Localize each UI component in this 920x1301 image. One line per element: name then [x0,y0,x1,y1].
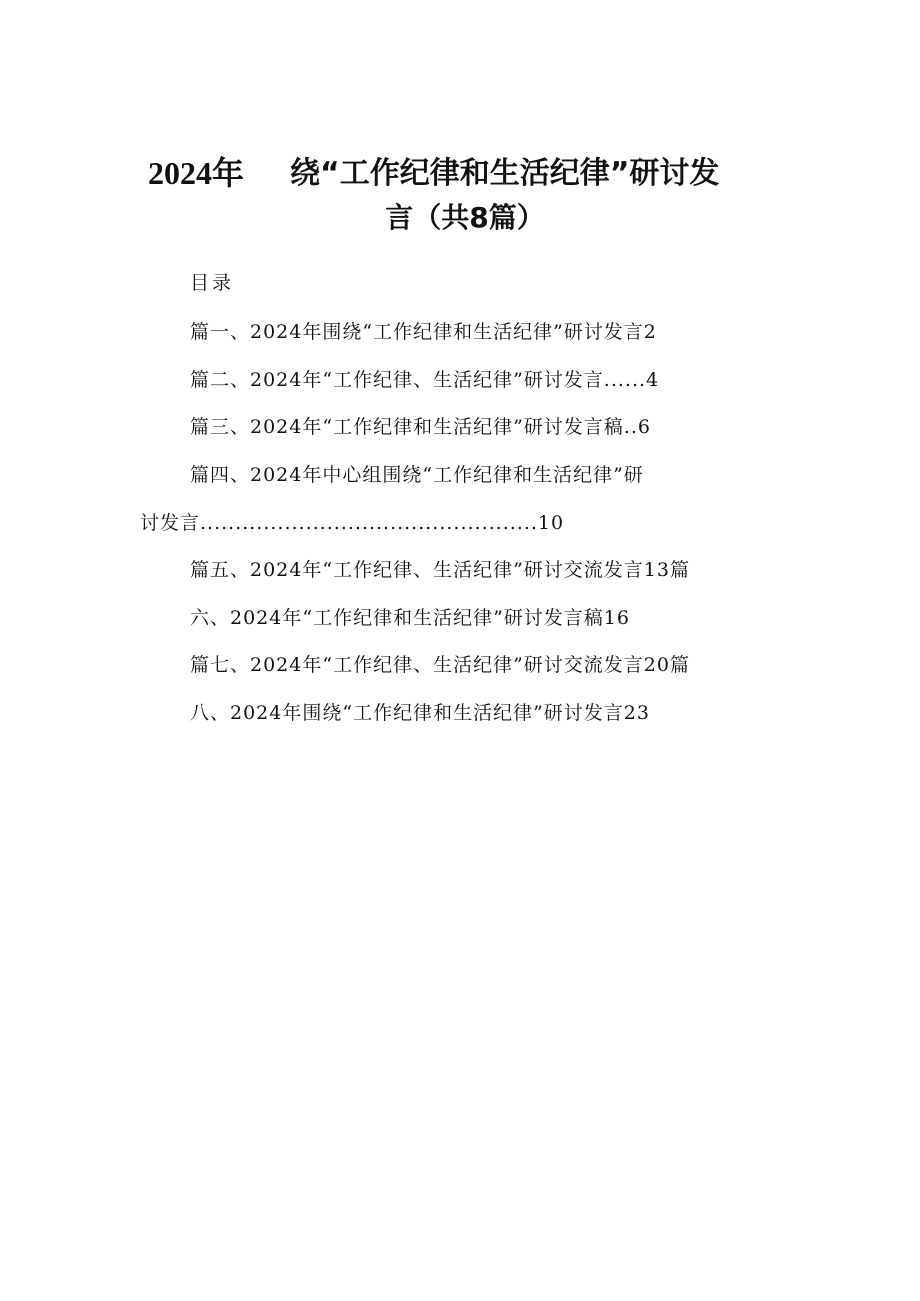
toc-heading: 目录 [190,272,235,294]
toc-entry-3[interactable]: 篇三、2024年“工作纪律和生活纪律”研讨发言稿..6 [190,416,651,438]
toc-entry-5[interactable]: 篇五、2024年“工作纪律、生活纪律”研讨交流发言13篇 [190,559,690,581]
toc-entry-4[interactable]: 篇四、2024年中心组围绕“工作纪律和生活纪律”研 [190,464,644,486]
toc-entry-4-continued[interactable]: 讨发言................................................10 [140,512,565,534]
title-text: 绕“工作纪律和生活纪律”研讨发 [290,156,720,191]
toc-entry-1[interactable]: 篇一、2024年围绕“工作纪律和生活纪律”研讨发言2 [190,321,657,343]
title-year: 2024年 [148,155,245,191]
document-title-line-1 [0,148,920,194]
toc-entry-6[interactable]: 六、2024年“工作纪律和生活纪律”研讨发言稿16 [190,607,630,629]
toc-entry-8[interactable]: 八、2024年围绕“工作纪律和生活纪律”研讨发言23 [190,702,650,724]
toc-entry-2[interactable]: 篇二、2024年“工作纪律、生活纪律”研讨发言......4 [190,369,660,391]
document-title-line-2: 言（共8篇） [385,201,545,234]
toc-entry-7[interactable]: 篇七、2024年“工作纪律、生活纪律”研讨交流发言20篇 [190,654,690,676]
